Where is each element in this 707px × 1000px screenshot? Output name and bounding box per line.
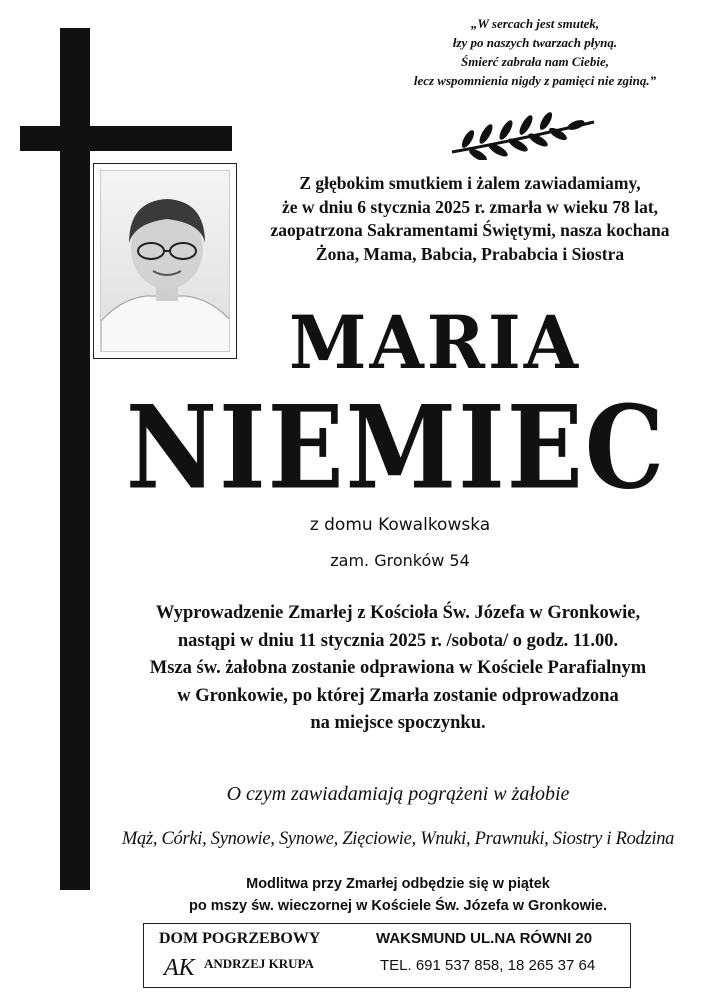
prayer-line: Modlitwa przy Zmarłej odbędzie się w piątek [246,876,550,892]
announcement-intro [240,172,700,266]
ceremony-line: na miejsce spoczynku. [310,713,486,733]
deceased-first-name: MARIA [288,298,582,387]
intro-line: że w dniu 6 stycznia 2025 r. zmarła w wieku 78 lat, [281,196,659,217]
residence-address: zam. Gronków 54 [330,551,470,570]
prayer-line: po mszy św. wieczornej w Kościele Św. Józefa w Gronkowie. [189,898,607,914]
intro-line: zaopatrzona Sakramentami Świętymi, nasza kochana [270,220,670,240]
quote-line: lecz wspomnienia nigdy z pamięci nie zginą.” [413,73,657,88]
mourners-family: Mąż, Córki, Synowie, Synowe, Zięciowie, Wnuki, Prawnuki, Siostry i Rodzina [121,829,675,849]
funeral-home-owner: ANDRZEJ KRUPA [204,956,314,971]
intro-line: Z głębokim smutkiem i żalem zawiadamiamy, [299,173,641,193]
portrait-figure-icon [101,171,230,352]
funeral-home-box [143,923,631,988]
funeral-home-logo-icon [162,951,204,981]
laurel-branch-icon [448,112,598,160]
deceased-last-name: NIEMIEC [125,379,667,516]
ceremony-line: Wyprowadzenie Zmarłej z Kościoła Św. Józefa w Gronkowie, [155,603,641,623]
quote-line: łzy po naszych twarzach płyną. [452,35,618,50]
mourners-intro: O czym zawiadamiają pogrążeni w żałobie [226,783,570,805]
ceremony-line: Msza św. żałobna zostanie odprawiona w Kościele Parafialnym [149,658,647,678]
quote-line: Śmierć zabrała nam Ciebie, [460,54,610,69]
funeral-home-address: WAKSMUND UL.NA RÓWNI 20 [376,930,593,947]
epitaph-quote [380,14,690,90]
cross-horizontal-bar [20,126,232,151]
quote-line: „W sercach jest smutek, [470,16,600,31]
ceremony-line: nastąpi w dniu 11 stycznia 2025 r. /sobota/ o godz. 11.00. [177,630,619,651]
maiden-name: z domu Kowalkowska [309,515,491,535]
ceremony-line: w Gronkowie, po której Zmarła zostanie odprowadzona [177,685,619,706]
cross-vertical-bar [60,28,90,890]
portrait-photo [93,163,237,359]
prayer-notice [92,873,704,917]
ceremony-details [92,600,704,738]
intro-line: Żona, Mama, Babcia, Prababcia i Siostra [315,243,625,264]
logo-letters: AK [164,955,195,981]
funeral-home-phone: TEL. 691 537 858, 18 265 37 64 [380,957,596,974]
funeral-home-name: DOM POGRZEBOWY [159,930,321,947]
